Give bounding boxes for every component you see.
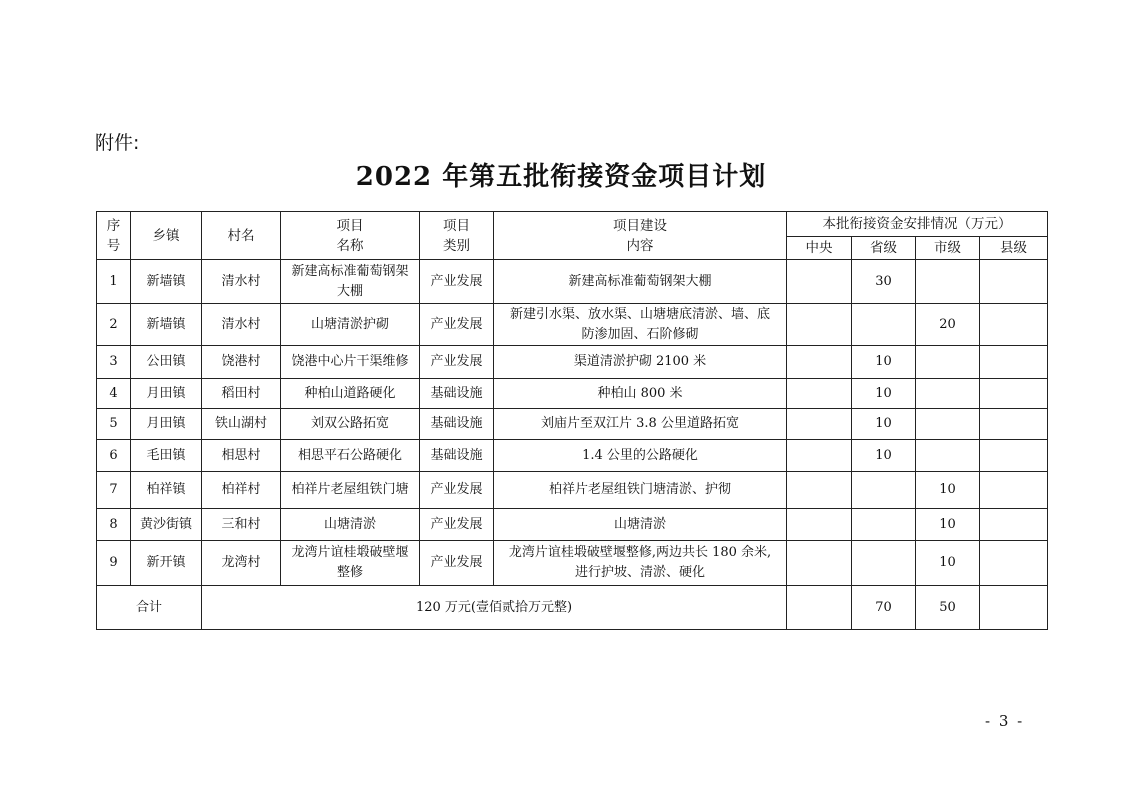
cell-county: [980, 409, 1048, 440]
cell-central: [787, 304, 852, 346]
header-seq: 序 号: [97, 212, 131, 260]
header-county: 县级: [980, 237, 1048, 260]
attachment-label: 附件:: [95, 132, 140, 154]
total-central: [787, 586, 852, 630]
cell-seq: 1: [97, 260, 131, 304]
cell-provincial: 10: [852, 379, 916, 409]
cell-village: 龙湾村: [202, 541, 281, 586]
cell-provincial: [852, 304, 916, 346]
cell-project-type: 基础设施: [420, 379, 494, 409]
cell-seq: 8: [97, 509, 131, 541]
cell-town: 黄沙街镇: [131, 509, 202, 541]
cell-town: 新墙镇: [131, 260, 202, 304]
table-row: [97, 379, 1048, 409]
cell-project-name: 柏祥片老屋组铁门塘: [281, 472, 420, 509]
cell-project-type: 产业发展: [420, 509, 494, 541]
cell-city: [916, 260, 980, 304]
cell-project-name: 饶港中心片干渠维修: [281, 346, 420, 379]
page-number: - 3 -: [985, 712, 1025, 730]
total-provincial: 70: [852, 586, 916, 630]
cell-seq: 3: [97, 346, 131, 379]
cell-village: 清水村: [202, 304, 281, 346]
document-title: 2022 年第五批衔接资金项目计划: [355, 162, 767, 192]
cell-central: [787, 260, 852, 304]
cell-provincial: 10: [852, 440, 916, 472]
table-row: [97, 440, 1048, 472]
cell-county: [980, 304, 1048, 346]
cell-county: [980, 379, 1048, 409]
cell-seq: 2: [97, 304, 131, 346]
cell-city: 10: [916, 509, 980, 541]
header-project-type: 项目 类别: [420, 212, 494, 260]
cell-county: [980, 541, 1048, 586]
cell-city: 10: [916, 541, 980, 586]
total-amount: 120 万元(壹佰贰拾万元整): [202, 586, 787, 630]
table-row: [97, 260, 1048, 304]
cell-project-name: 龙湾片谊桂塅破壁堰 整修: [281, 541, 420, 586]
cell-seq: 5: [97, 409, 131, 440]
cell-city: 10: [916, 472, 980, 509]
total-label: 合计: [97, 586, 202, 630]
cell-city: [916, 379, 980, 409]
cell-project-name: 相思平石公路硬化: [281, 440, 420, 472]
table-row: [97, 346, 1048, 379]
cell-county: [980, 260, 1048, 304]
table-row: [97, 304, 1048, 346]
cell-project-name: 山塘清淤护砌: [281, 304, 420, 346]
cell-county: [980, 509, 1048, 541]
cell-project-name: 新建高标准葡萄钢架 大棚: [281, 260, 420, 304]
cell-provincial: [852, 541, 916, 586]
cell-project-name: 种柏山道路硬化: [281, 379, 420, 409]
header-town: 乡镇: [131, 212, 202, 260]
cell-central: [787, 509, 852, 541]
cell-county: [980, 346, 1048, 379]
table-row: [97, 509, 1048, 541]
cell-project-type: 产业发展: [420, 541, 494, 586]
cell-town: 月田镇: [131, 409, 202, 440]
cell-city: [916, 346, 980, 379]
cell-village: 清水村: [202, 260, 281, 304]
cell-city: [916, 440, 980, 472]
cell-central: [787, 440, 852, 472]
cell-project-content: 渠道清淤护砌 2100 米: [494, 346, 787, 379]
cell-town: 月田镇: [131, 379, 202, 409]
cell-project-content: 新建高标准葡萄钢架大棚: [494, 260, 787, 304]
header-provincial: 省级: [852, 237, 916, 260]
table-body: [97, 260, 1048, 586]
project-plan-table: [96, 211, 1048, 630]
cell-county: [980, 440, 1048, 472]
cell-village: 柏祥村: [202, 472, 281, 509]
cell-project-content: 刘庙片至双江片 3.8 公里道路拓宽: [494, 409, 787, 440]
cell-central: [787, 472, 852, 509]
cell-village: 稻田村: [202, 379, 281, 409]
cell-project-name: 山塘清淤: [281, 509, 420, 541]
cell-town: 毛田镇: [131, 440, 202, 472]
cell-village: 相思村: [202, 440, 281, 472]
cell-provincial: 30: [852, 260, 916, 304]
cell-project-type: 基础设施: [420, 440, 494, 472]
cell-village: 铁山湖村: [202, 409, 281, 440]
cell-town: 新开镇: [131, 541, 202, 586]
cell-project-name: 刘双公路拓宽: [281, 409, 420, 440]
header-city: 市级: [916, 237, 980, 260]
header-project-content: 项目建设 内容: [494, 212, 787, 260]
header-central: 中央: [787, 237, 852, 260]
cell-project-content: 山塘清淤: [494, 509, 787, 541]
cell-project-type: 产业发展: [420, 472, 494, 509]
cell-provincial: 10: [852, 346, 916, 379]
cell-seq: 9: [97, 541, 131, 586]
table-row: [97, 541, 1048, 586]
cell-town: 公田镇: [131, 346, 202, 379]
total-city: 50: [916, 586, 980, 630]
cell-provincial: 10: [852, 409, 916, 440]
cell-project-content: 龙湾片谊桂塅破壁堰整修,两边共长 180 余米, 进行护坡、清淤、硬化: [494, 541, 787, 586]
table-row: [97, 409, 1048, 440]
cell-central: [787, 379, 852, 409]
cell-project-content: 1.4 公里的公路硬化: [494, 440, 787, 472]
cell-town: 新墙镇: [131, 304, 202, 346]
table-row: [97, 472, 1048, 509]
cell-central: [787, 409, 852, 440]
cell-seq: 6: [97, 440, 131, 472]
total-county: [980, 586, 1048, 630]
cell-provincial: [852, 472, 916, 509]
header-village: 村名: [202, 212, 281, 260]
header-funding-group: 本批衔接资金安排情况（万元）: [787, 212, 1048, 237]
cell-project-type: 产业发展: [420, 304, 494, 346]
cell-project-type: 基础设施: [420, 409, 494, 440]
cell-village: 饶港村: [202, 346, 281, 379]
cell-village: 三和村: [202, 509, 281, 541]
cell-seq: 4: [97, 379, 131, 409]
cell-project-content: 柏祥片老屋组铁门塘清淤、护彻: [494, 472, 787, 509]
cell-central: [787, 541, 852, 586]
cell-project-content: 种柏山 800 米: [494, 379, 787, 409]
cell-seq: 7: [97, 472, 131, 509]
cell-city: [916, 409, 980, 440]
cell-county: [980, 472, 1048, 509]
cell-provincial: [852, 509, 916, 541]
header-project-name: 项目 名称: [281, 212, 420, 260]
cell-project-type: 产业发展: [420, 346, 494, 379]
cell-project-content: 新建引水渠、放水渠、山塘塘底清淤、墙、底 防渗加固、石阶修砌: [494, 304, 787, 346]
cell-central: [787, 346, 852, 379]
cell-city: 20: [916, 304, 980, 346]
cell-project-type: 产业发展: [420, 260, 494, 304]
cell-town: 柏祥镇: [131, 472, 202, 509]
total-row: [97, 586, 1048, 630]
